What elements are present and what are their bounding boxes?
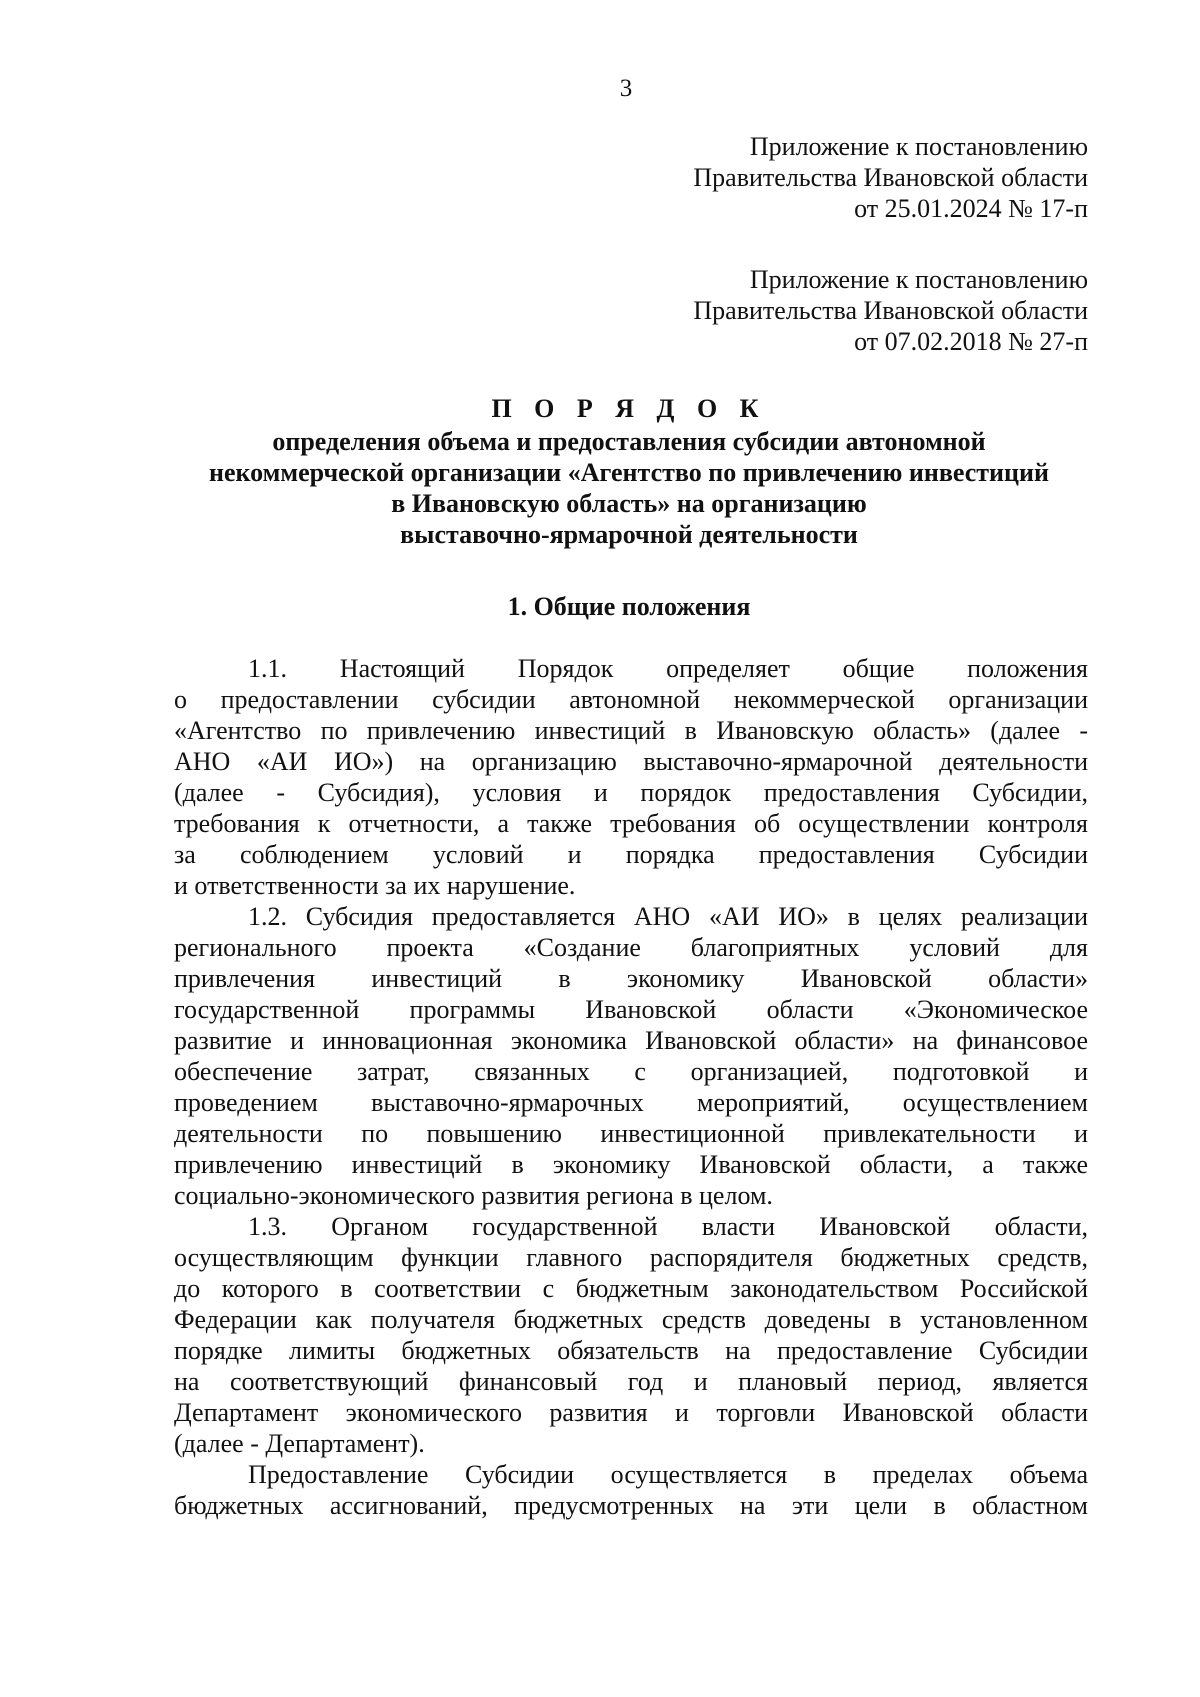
paragraph-line: привлечения инвестиций в экономику Ивановской области» <box>174 964 1088 993</box>
paragraph-line: бюджетных ассигнований, предусмотренных на эти цели в областном <box>174 1491 1088 1520</box>
appendix-line: от 25.01.2024 № 17-п <box>854 194 1088 223</box>
paragraph-line: до которого в соответствии с бюджетным законодательством Российской <box>174 1274 1088 1303</box>
paragraph-line: 1.3. Органом государственной власти Ивановской области, <box>248 1212 1088 1241</box>
paragraph-line: и ответственности за их нарушение. <box>174 871 576 900</box>
section-heading: 1. Общие положения <box>507 592 751 621</box>
paragraph-line: (далее - Субсидия), условия и порядок предоставления Субсидии, <box>174 778 1088 807</box>
document-body <box>174 653 1088 1521</box>
paragraph-line: осуществляющим функции главного распорядителя бюджетных средств, <box>174 1243 1088 1272</box>
page-number: 3 <box>619 75 633 102</box>
appendix-header-original <box>693 264 1088 357</box>
title-line: выставочно-ярмарочной деятельности <box>400 520 858 549</box>
paragraph-line: требования к отчетности, а также требования об осуществлении контроля <box>174 809 1088 838</box>
appendix-line: Правительства Ивановской области <box>693 296 1088 325</box>
paragraph-line: 1.1. Настоящий Порядок определяет общие положения <box>248 654 1088 683</box>
document-title <box>170 393 1088 550</box>
title-line: некоммерческой организации «Агентство по привлечению инвестиций <box>209 458 1049 487</box>
appendix-line: Правительства Ивановской области <box>693 163 1088 192</box>
appendix-header-current <box>693 131 1088 224</box>
appendix-line: Приложение к постановлению <box>749 265 1088 294</box>
paragraph-line: привлечению инвестиций в экономику Ивановской области, а также <box>174 1150 1088 1179</box>
paragraph-line: Департамент экономического развития и торговли Ивановской области <box>174 1398 1088 1427</box>
paragraph-line: деятельности по повышению инвестиционной привлекательности и <box>174 1119 1088 1148</box>
paragraph-line: Предоставление Субсидии осуществляется в пределах объема <box>248 1460 1088 1489</box>
paragraph-line: проведением выставочно-ярмарочных мероприятий, осуществлением <box>174 1088 1088 1117</box>
title-line: в Ивановскую область» на организацию <box>391 489 867 518</box>
title-word: П О Р Я Д О К <box>491 394 767 423</box>
appendix-line: Приложение к постановлению <box>749 132 1088 161</box>
paragraph-line: социально-экономического развития региона в целом. <box>174 1181 773 1210</box>
paragraph-line: государственной программы Ивановской области «Экономическое <box>174 995 1088 1024</box>
paragraph-line: развитие и инновационная экономика Ивановской области» на финансовое <box>174 1026 1088 1055</box>
paragraph-line: «Агентство по привлечению инвестиций в Ивановскую область» (далее - <box>174 716 1088 745</box>
paragraph-line: на соответствующий финансовый год и плановый период, является <box>174 1367 1088 1396</box>
paragraph-line: о предоставлении субсидии автономной некоммерческой организации <box>174 685 1088 714</box>
appendix-line: от 07.02.2018 № 27-п <box>854 327 1088 356</box>
paragraph-line: АНО «АИ ИО») на организацию выставочно-ярмарочной деятельности <box>174 747 1088 776</box>
paragraph-line: регионального проекта «Создание благоприятных условий для <box>174 933 1088 962</box>
paragraph-line: обеспечение затрат, связанных с организацией, подготовкой и <box>174 1057 1088 1086</box>
paragraph-line: (далее - Департамент). <box>174 1429 425 1458</box>
paragraph-line: 1.2. Субсидия предоставляется АНО «АИ ИО» в целях реализации <box>248 902 1088 931</box>
paragraph-line: порядке лимиты бюджетных обязательств на предоставление Субсидии <box>174 1336 1088 1365</box>
paragraph-line: за соблюдением условий и порядка предоставления Субсидии <box>174 840 1088 869</box>
title-line: определения объема и предоставления субсидии автономной <box>272 427 986 456</box>
paragraph-line: Федерации как получателя бюджетных средств доведены в установленном <box>174 1305 1088 1334</box>
